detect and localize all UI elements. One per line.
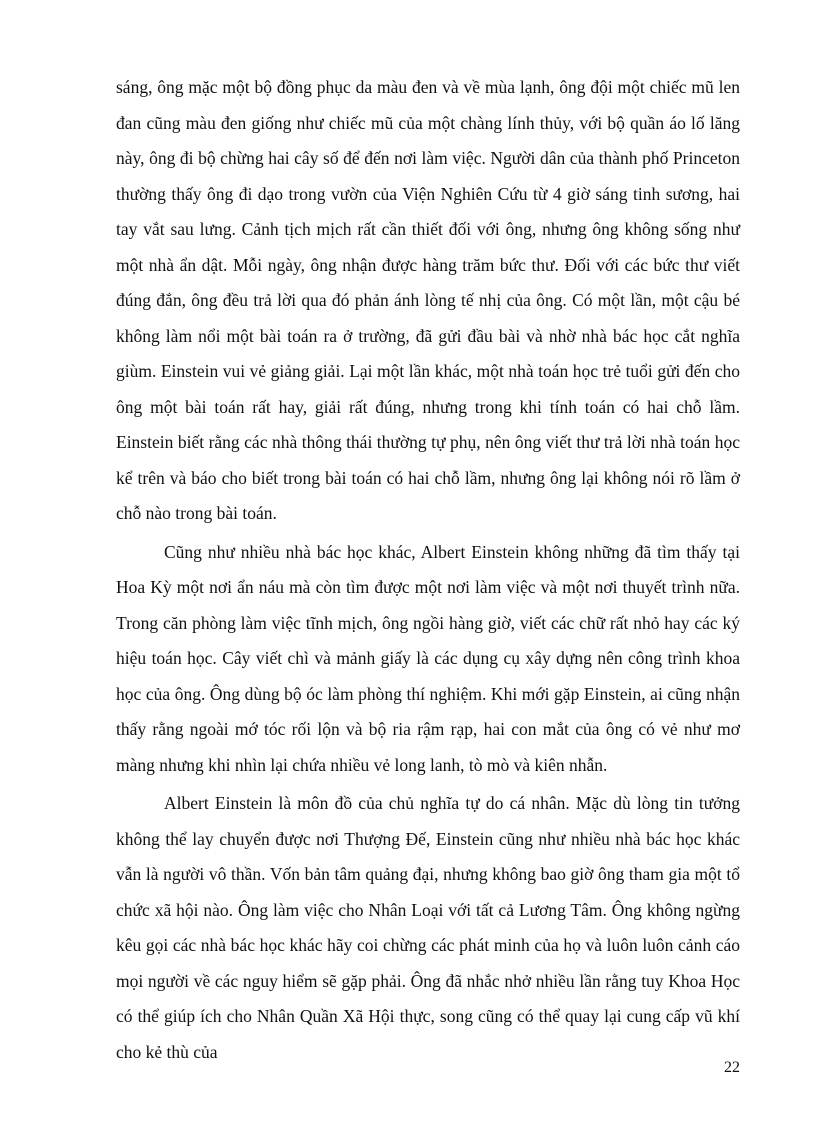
body-text: [116, 70, 740, 1070]
paragraph-continuation: sáng, ông mặc một bộ đồng phục da màu đen và về mùa lạnh, ông đội một chiếc mũ len đan cũng màu đen giống như chiếc mũ của một chàng lính thủy, với bộ quần áo lố lăng này, ông đi bộ chừng hai cây số để đến nơi làm việc. Người dân của thành phố Princeton thường thấy ông đi dạo trong vườn của Viện Nghiên Cứu từ 4 giờ sáng tinh sương, hai tay vắt sau lưng. Cảnh tịch mịch rất cần thiết đối với ông, nhưng ông không sống như một nhà ẩn dật. Mỗi ngày, ông nhận được hàng trăm bức thư. Đối với các bức thư viết đúng đắn, ông đều trả lời qua đó phản ánh lòng tế nhị của ông. Có một lần, một cậu bé không làm nổi một bài toán ra ở trường, đã gửi đầu bài và nhờ nhà bác học cắt nghĩa giùm. Einstein vui vẻ giảng giải. Lại một lần khác, một nhà toán học trẻ tuổi gửi đến cho ông một bài toán rất hay, giải rất đúng, nhưng trong khi tính toán có hai chỗ lầm. Einstein biết rằng các nhà thông thái thường tự phụ, nên ông viết thư trả lời nhà toán học kể trên và báo cho biết trong bài toán có hai chỗ lầm, nhưng ông lại không nói rõ lầm ở chỗ nào trong bài toán.: [116, 77, 740, 523]
paragraph-einstein-workplace: Cũng như nhiều nhà bác học khác, Albert Einstein không những đã tìm thấy tại Hoa Kỳ một nơi ẩn náu mà còn tìm được một nơi làm việc và một nơi thuyết trình nữa. Trong căn phòng làm việc tĩnh mịch, ông ngồi hàng giờ, viết các chữ rất nhỏ hay các ký hiệu toán học. Cây viết chì và mảnh giấy là các dụng cụ xây dựng nên công trình khoa học của ông. Ông dùng bộ óc làm phòng thí nghiệm. Khi mới gặp Einstein, ai cũng nhận thấy rằng ngoài mớ tóc rối lộn và bộ ria rậm rạp, hai con mắt của ông có vẻ như mơ màng nhưng khi nhìn lại chứa nhiều vẻ long lanh, tò mò và kiên nhẫn.: [116, 541, 740, 775]
page-number: 22: [724, 1059, 740, 1076]
paragraph-einstein-beliefs: Albert Einstein là môn đồ của chủ nghĩa tự do cá nhân. Mặc dù lòng tin tưởng không thể lay chuyển được nơi Thượng Đế, Einstein cũng như nhiều nhà bác học khác vẫn là người vô thần. Vốn bản tâm quảng đại, nhưng không bao giờ ông tham gia một tổ chức xã hội nào. Ông làm việc cho Nhân Loại với tất cả Lương Tâm. Ông không ngừng kêu gọi các nhà bác học khác hãy coi chừng các phát minh của họ và luôn luôn cảnh cáo mọi người về các nguy hiểm sẽ gặp phải. Ông đã nhắc nhở nhiều lần rằng tuy Khoa Học có thể giúp ích cho Nhân Quần Xã Hội thực, song cũng có thể quay lại cung cấp vũ khí cho kẻ thù của: [116, 793, 740, 1062]
